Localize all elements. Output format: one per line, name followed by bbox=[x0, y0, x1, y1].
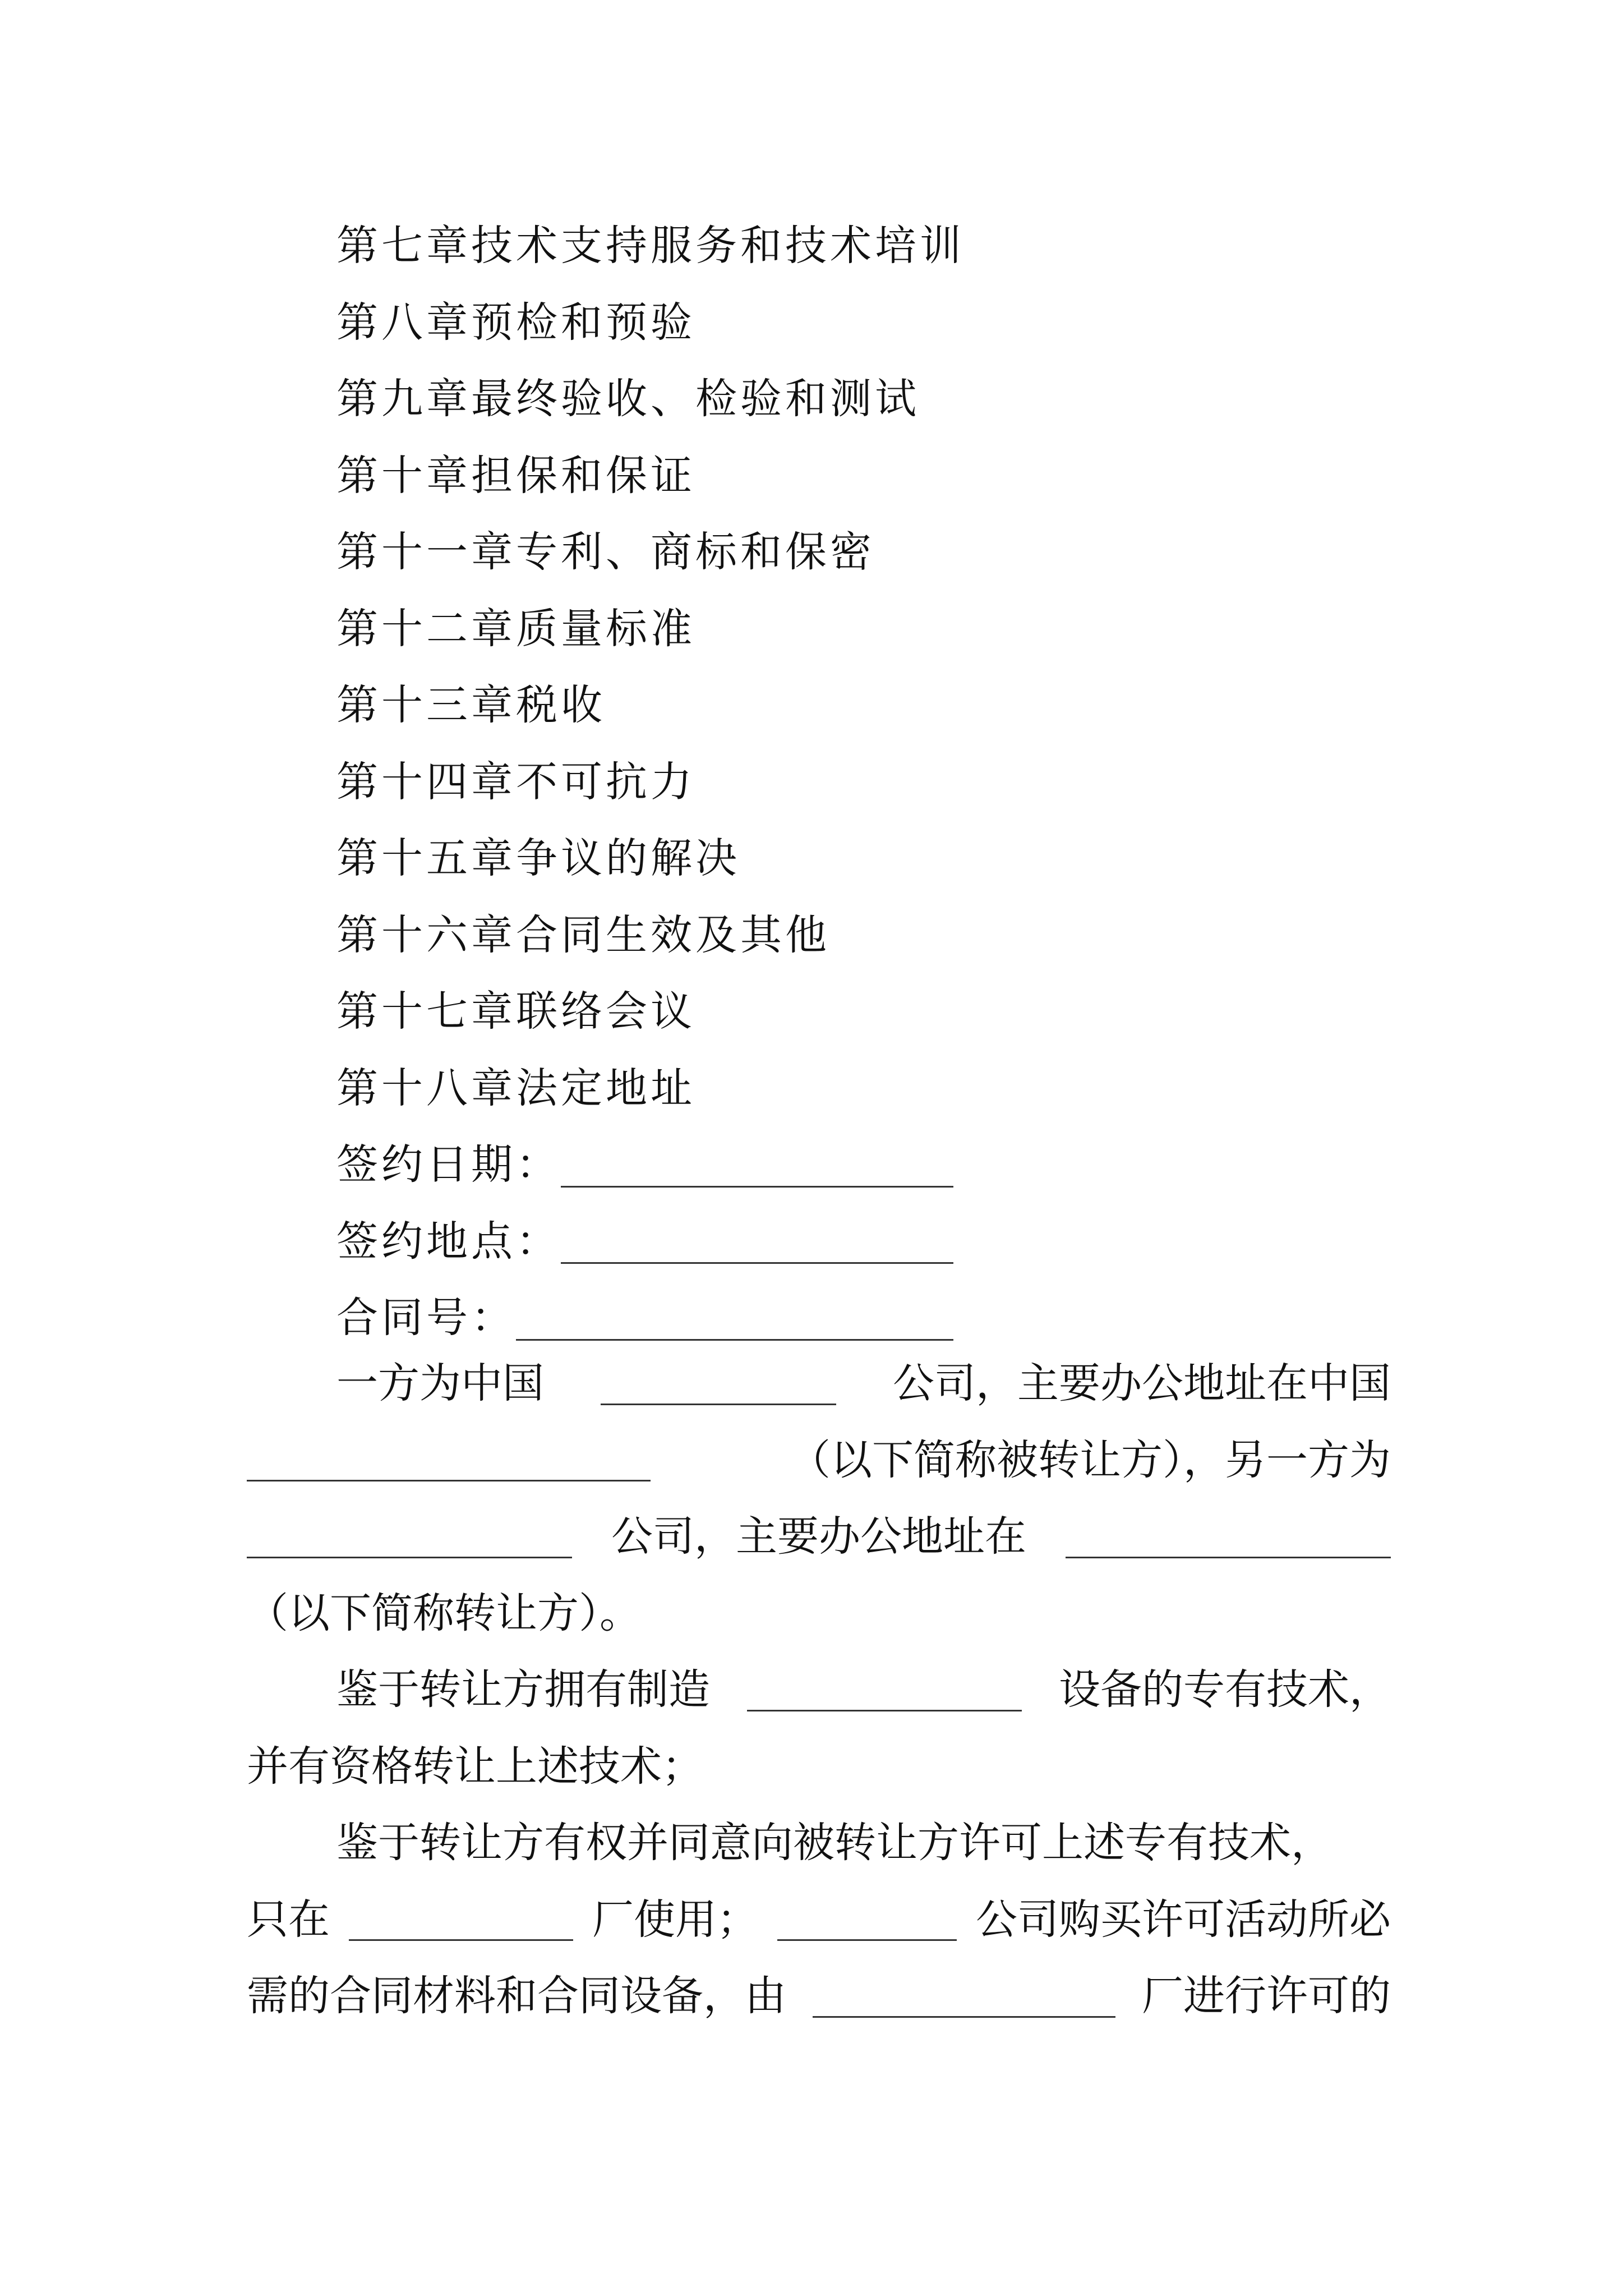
table-of-contents bbox=[336, 208, 965, 1356]
licensed-factory-blank[interactable] bbox=[813, 1971, 1115, 2018]
equipment-blank[interactable] bbox=[747, 1665, 1022, 1711]
sign-date-row bbox=[336, 1126, 965, 1203]
address-blank[interactable] bbox=[247, 1435, 651, 1481]
purchaser-company-blank[interactable] bbox=[777, 1894, 957, 1941]
sign-date-label: 签约日期： bbox=[336, 1140, 561, 1189]
toc-item-ch13: 第十三章税收 bbox=[336, 681, 606, 729]
company-name-blank[interactable] bbox=[601, 1359, 836, 1405]
para2-text-b: 设备的专有技术， bbox=[1059, 1665, 1391, 1714]
toc-item-ch9: 第九章最终验收、检验和测试 bbox=[336, 375, 920, 423]
toc-item-ch12: 第十二章质量标准 bbox=[336, 604, 695, 653]
para2-text-a: 鉴于转让方拥有制造 bbox=[336, 1665, 710, 1714]
para3-line3 bbox=[247, 1958, 1391, 2035]
contract-no-blank[interactable] bbox=[516, 1294, 953, 1341]
sign-place-blank[interactable] bbox=[561, 1217, 953, 1264]
toc-item-ch17: 第十七章联络会议 bbox=[336, 987, 695, 1036]
para3-line2 bbox=[247, 1881, 1391, 1958]
sign-place-row bbox=[336, 1203, 965, 1280]
para2-text-c: 并有资格转让上述技术； bbox=[247, 1742, 703, 1791]
toc-item-ch11: 第十一章专利、商标和保密 bbox=[336, 528, 875, 576]
toc-item-ch16: 第十六章合同生效及其他 bbox=[336, 910, 830, 959]
contract-no-label: 合同号： bbox=[336, 1294, 516, 1342]
other-address-blank[interactable] bbox=[1066, 1512, 1391, 1558]
sign-place-label: 签约地点： bbox=[336, 1217, 561, 1266]
para1-text-e: （以下简称转让方）。 bbox=[247, 1589, 641, 1637]
para3-text-d: 公司购买许可活动所必 bbox=[976, 1895, 1391, 1944]
para1-text-b: 公司，主要办公地址在中国 bbox=[893, 1359, 1391, 1407]
contract-body bbox=[247, 1345, 1391, 2035]
para2-line2 bbox=[247, 1728, 1391, 1805]
toc-item-ch7: 第七章技术支持服务和技术培训 bbox=[336, 222, 965, 270]
para1-line1 bbox=[247, 1345, 1391, 1422]
toc-item-ch14: 第十四章不可抗力 bbox=[336, 757, 695, 806]
toc-item-ch18: 第十八章法定地址 bbox=[336, 1064, 695, 1112]
para1-line4 bbox=[247, 1575, 1391, 1652]
sign-date-blank[interactable] bbox=[561, 1141, 953, 1188]
toc-item-ch8: 第八章预检和预验 bbox=[336, 298, 695, 347]
para3-text-e: 需的合同材料和合同设备，由 bbox=[247, 1972, 786, 2020]
para1-text-a: 一方为中国 bbox=[336, 1359, 544, 1407]
para3-text-c: 厂使用； bbox=[592, 1895, 758, 1944]
para1-line3 bbox=[247, 1498, 1391, 1575]
para1-text-c: （以下简称被转让方），另一方为 bbox=[789, 1435, 1391, 1484]
para3-line1 bbox=[247, 1805, 1391, 1881]
para2-line1 bbox=[247, 1651, 1391, 1728]
para3-text-b: 只在 bbox=[247, 1895, 330, 1944]
other-company-blank[interactable] bbox=[247, 1512, 572, 1558]
toc-item-ch15: 第十五章争议的解决 bbox=[336, 834, 740, 882]
para3-text-f: 厂进行许可的 bbox=[1142, 1972, 1391, 2020]
toc-item-ch10: 第十章担保和保证 bbox=[336, 451, 695, 500]
factory-blank[interactable] bbox=[349, 1894, 573, 1941]
para1-line2 bbox=[247, 1422, 1391, 1499]
para3-text-a: 鉴于转让方有权并同意向被转让方许可上述专有技术， bbox=[336, 1819, 1332, 1867]
para1-text-d: 公司，主要办公地址在 bbox=[611, 1512, 1026, 1561]
